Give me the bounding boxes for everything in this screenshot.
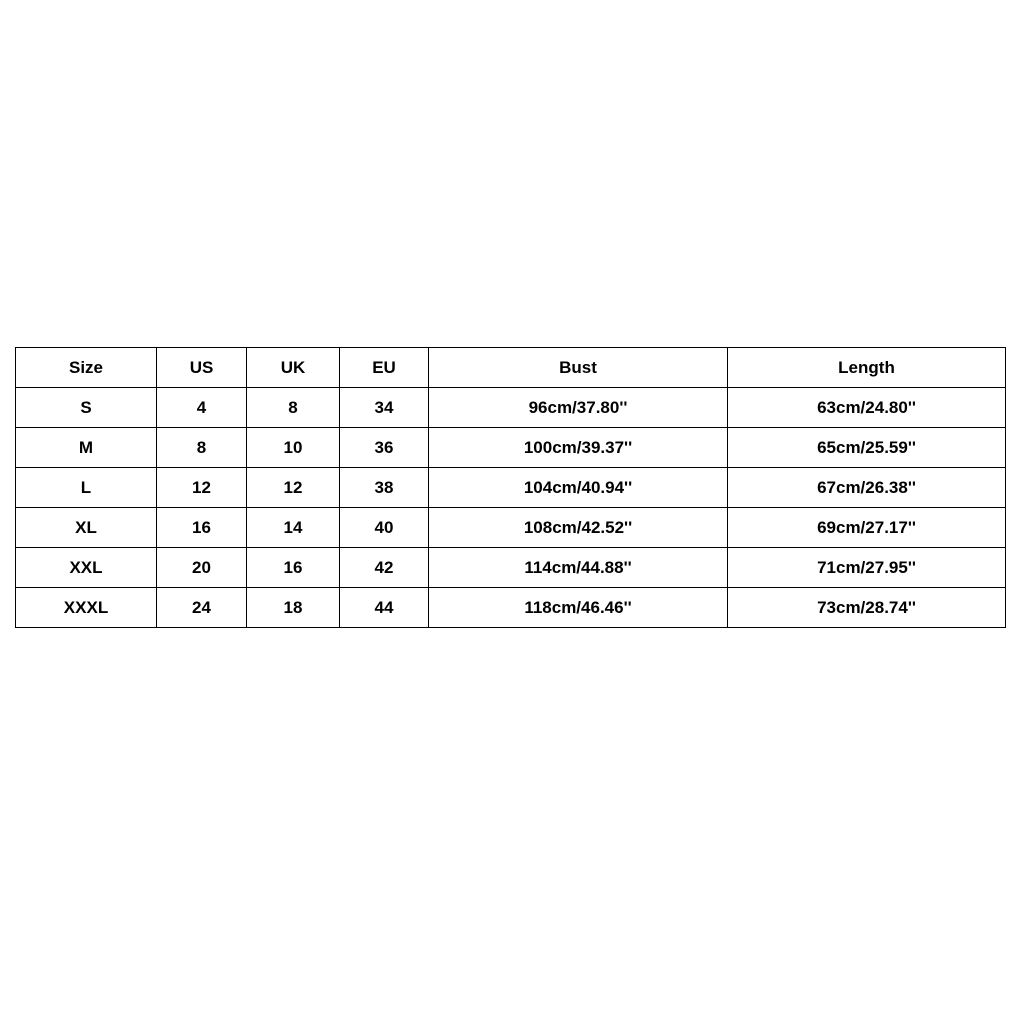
cell-size: L [16, 468, 157, 508]
cell-eu: 34 [340, 388, 429, 428]
cell-eu: 38 [340, 468, 429, 508]
cell-uk: 12 [247, 468, 340, 508]
cell-length: 71cm/27.95'' [728, 548, 1006, 588]
table-row [16, 548, 1006, 588]
cell-us: 8 [157, 428, 247, 468]
cell-us: 24 [157, 588, 247, 628]
table-row [16, 428, 1006, 468]
cell-bust: 118cm/46.46'' [429, 588, 728, 628]
cell-size: M [16, 428, 157, 468]
header-size: Size [16, 348, 157, 388]
cell-bust: 114cm/44.88'' [429, 548, 728, 588]
header-eu: EU [340, 348, 429, 388]
cell-eu: 44 [340, 588, 429, 628]
cell-size: S [16, 388, 157, 428]
table-row [16, 588, 1006, 628]
cell-size: XL [16, 508, 157, 548]
header-uk: UK [247, 348, 340, 388]
cell-eu: 36 [340, 428, 429, 468]
cell-uk: 18 [247, 588, 340, 628]
cell-size: XXXL [16, 588, 157, 628]
cell-eu: 42 [340, 548, 429, 588]
size-chart-table [15, 347, 1006, 628]
cell-uk: 14 [247, 508, 340, 548]
header-row [16, 348, 1006, 388]
cell-length: 65cm/25.59'' [728, 428, 1006, 468]
cell-bust: 100cm/39.37'' [429, 428, 728, 468]
cell-bust: 104cm/40.94'' [429, 468, 728, 508]
table-row [16, 508, 1006, 548]
cell-us: 16 [157, 508, 247, 548]
cell-length: 73cm/28.74'' [728, 588, 1006, 628]
cell-eu: 40 [340, 508, 429, 548]
cell-length: 67cm/26.38'' [728, 468, 1006, 508]
header-length: Length [728, 348, 1006, 388]
cell-length: 63cm/24.80'' [728, 388, 1006, 428]
table-row [16, 468, 1006, 508]
cell-us: 12 [157, 468, 247, 508]
header-us: US [157, 348, 247, 388]
cell-uk: 10 [247, 428, 340, 468]
table-row [16, 388, 1006, 428]
cell-size: XXL [16, 548, 157, 588]
cell-uk: 8 [247, 388, 340, 428]
header-bust: Bust [429, 348, 728, 388]
cell-us: 4 [157, 388, 247, 428]
cell-us: 20 [157, 548, 247, 588]
cell-bust: 108cm/42.52'' [429, 508, 728, 548]
cell-bust: 96cm/37.80'' [429, 388, 728, 428]
cell-uk: 16 [247, 548, 340, 588]
cell-length: 69cm/27.17'' [728, 508, 1006, 548]
